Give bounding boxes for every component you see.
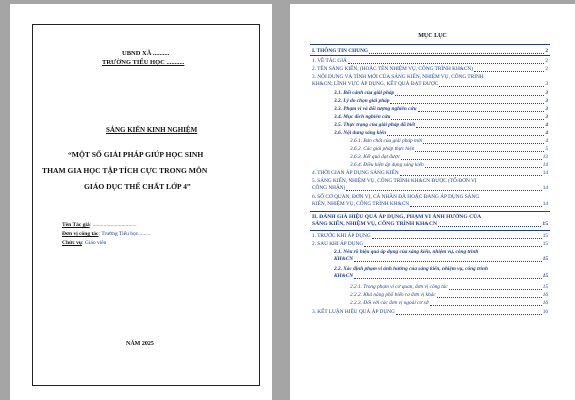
toc-part2-rule-bottom [310,230,550,231]
cover-ubnd: UBND XÃ .......... [122,50,170,57]
toc-part1[interactable]: I. THÔNG TIN CHUNG 2 [312,48,548,54]
toc-item[interactable]: 3.2. Lý do chọn giải pháp 3 [334,98,548,104]
author-value: : ................................ [89,222,137,228]
toc-item[interactable]: 3.6.2. Các giải pháp thực hiện 5 [350,146,548,152]
cover-school: TRƯỜNG TIỂU HỌC ........... [102,59,185,66]
toc-item[interactable]: 1. VỀ TÁC GIẢ 2 [312,58,548,64]
toc-item[interactable]: 2.2.1. Trong phạm vi cơ quan, đơn vị công tác 15 [350,284,548,290]
toc-part2[interactable]: II. ĐÁNH GIÁ HIỆU QUẢ ÁP DỤNG, PHẠM VI ẢNH HƯỞNG CỦA SÁNG KIẾN, NHIỆM VỤ, CÔNG TRÌNH KH&CN 15 [312,214,548,227]
cover-title-line2: THAM GIA HỌC TẬP TÍCH CỰC TRONG MÔN [42,166,208,175]
position-label: Chức vụ [62,240,82,246]
cover-title-line1: “MỘT SỐ GIẢI PHÁP GIÚP HỌC SINH [68,150,204,159]
toc-item[interactable]: 3.6. Nội dung sáng kiến 4 [334,130,548,136]
author-label: Tên Tác giả [62,222,90,228]
unit-label: Đơn vị công tác [62,231,99,237]
toc-item[interactable]: 6. SỐ CƠ QUAN, ĐƠN VỊ, CÁ NHÂN ĐÃ HOẶC ĐANG ÁP DỤNG SÁNG KIẾN, NHIỆM VỤ, CÔNG TRÌNH KH&CN 14 [312,194,548,207]
toc-item[interactable]: 1. TRƯỚC KHI ÁP DỤNG 15 [312,233,548,239]
toc-item[interactable]: 3.6.4. Điều kiện áp dụng sáng kiến 14 [350,162,548,168]
toc-item[interactable]: 3.1. Bối cảnh của giải pháp 3 [334,90,548,96]
toc-item[interactable]: 5. SÁNG KIẾN, NHIỆM VỤ, CÔNG TRÌNH KH&CN ĐƯỢC (TỔ/ĐƠN VỊ CÔNG NHẬN) 14 [312,178,548,191]
toc-item[interactable]: 2. TÊN SÁNG KIẾN, (HOẶC TÊN NHIỆM VỤ, CÔNG TRÌNH KH&CN) 2 [312,66,548,72]
toc-item[interactable]: 3.3. Phạm vi và đối tượng nghiên cứu 3 [334,106,548,112]
toc-item[interactable]: 3.5. Thực trạng của giải pháp đã biết 4 [334,122,548,128]
toc-item[interactable]: 4. THỜI GIAN ÁP DỤNG SÁNG KIẾN 14 [312,170,548,176]
cover-unit [62,231,151,237]
toc-item[interactable]: 2.2. Xác định phạm vi ảnh hưởng của sáng kiến, nhiệm vụ, công trình KH&CN 15 [334,266,548,279]
cover-border [32,24,260,386]
cover-page [10,4,272,400]
cover-position [62,240,106,246]
toc-page [290,4,575,400]
position-value: : Giáo viên [81,240,107,246]
toc-title: MỤC LỤC [418,33,447,39]
toc-item[interactable]: 2.2.2. Khả năng phổ biến ra đơn vị khác 16 [350,292,548,298]
toc-part1-rule [310,55,550,56]
toc-part2-rule-top [310,211,550,212]
toc-item[interactable]: 3. NỘI DUNG VÀ TÍNH MỚI CỦA SÁNG KIẾN, NHIỆM VỤ, CÔNG TRÌNH KH&CN; LĨNH VỰC ÁP DỤNG, KẾT QUẢ ĐẠT ĐƯỢC 3 [312,74,548,87]
toc-item[interactable]: 3. KẾT LUẬN HIỆU QUẢ ÁP DỤNG 16 [312,309,548,315]
cover-heading: SÁNG KIẾN KINH NGHIỆM [106,126,198,134]
toc-item[interactable]: 3.6.3. Kết quả đạt được 13 [350,154,548,160]
toc-item[interactable]: 2. SAU KHI ÁP DỤNG 15 [312,241,548,247]
unit-value: : Trường Tiểu học......... [98,231,151,237]
toc-item[interactable]: 3.6.1. Bản chất của giải pháp mới 4 [350,138,548,144]
toc-item[interactable]: 2.2.3. Đối với các đơn vị ngoài cơ sở 16 [350,300,548,306]
cover-year: NĂM 2025 [126,341,154,347]
toc-item[interactable]: 3.4. Mục đích nghiên cứu 3 [334,114,548,120]
cover-author [62,222,137,228]
cover-title-line3: GIÁO DỤC THỂ CHẤT LỚP 4” [84,182,191,191]
toc-item[interactable]: 2.1. Nêu rõ hiệu quả áp dụng của sáng kiến, nhiệm vụ, công trình KH&CN 15 [334,249,548,262]
toc-top-rule [310,44,550,45]
